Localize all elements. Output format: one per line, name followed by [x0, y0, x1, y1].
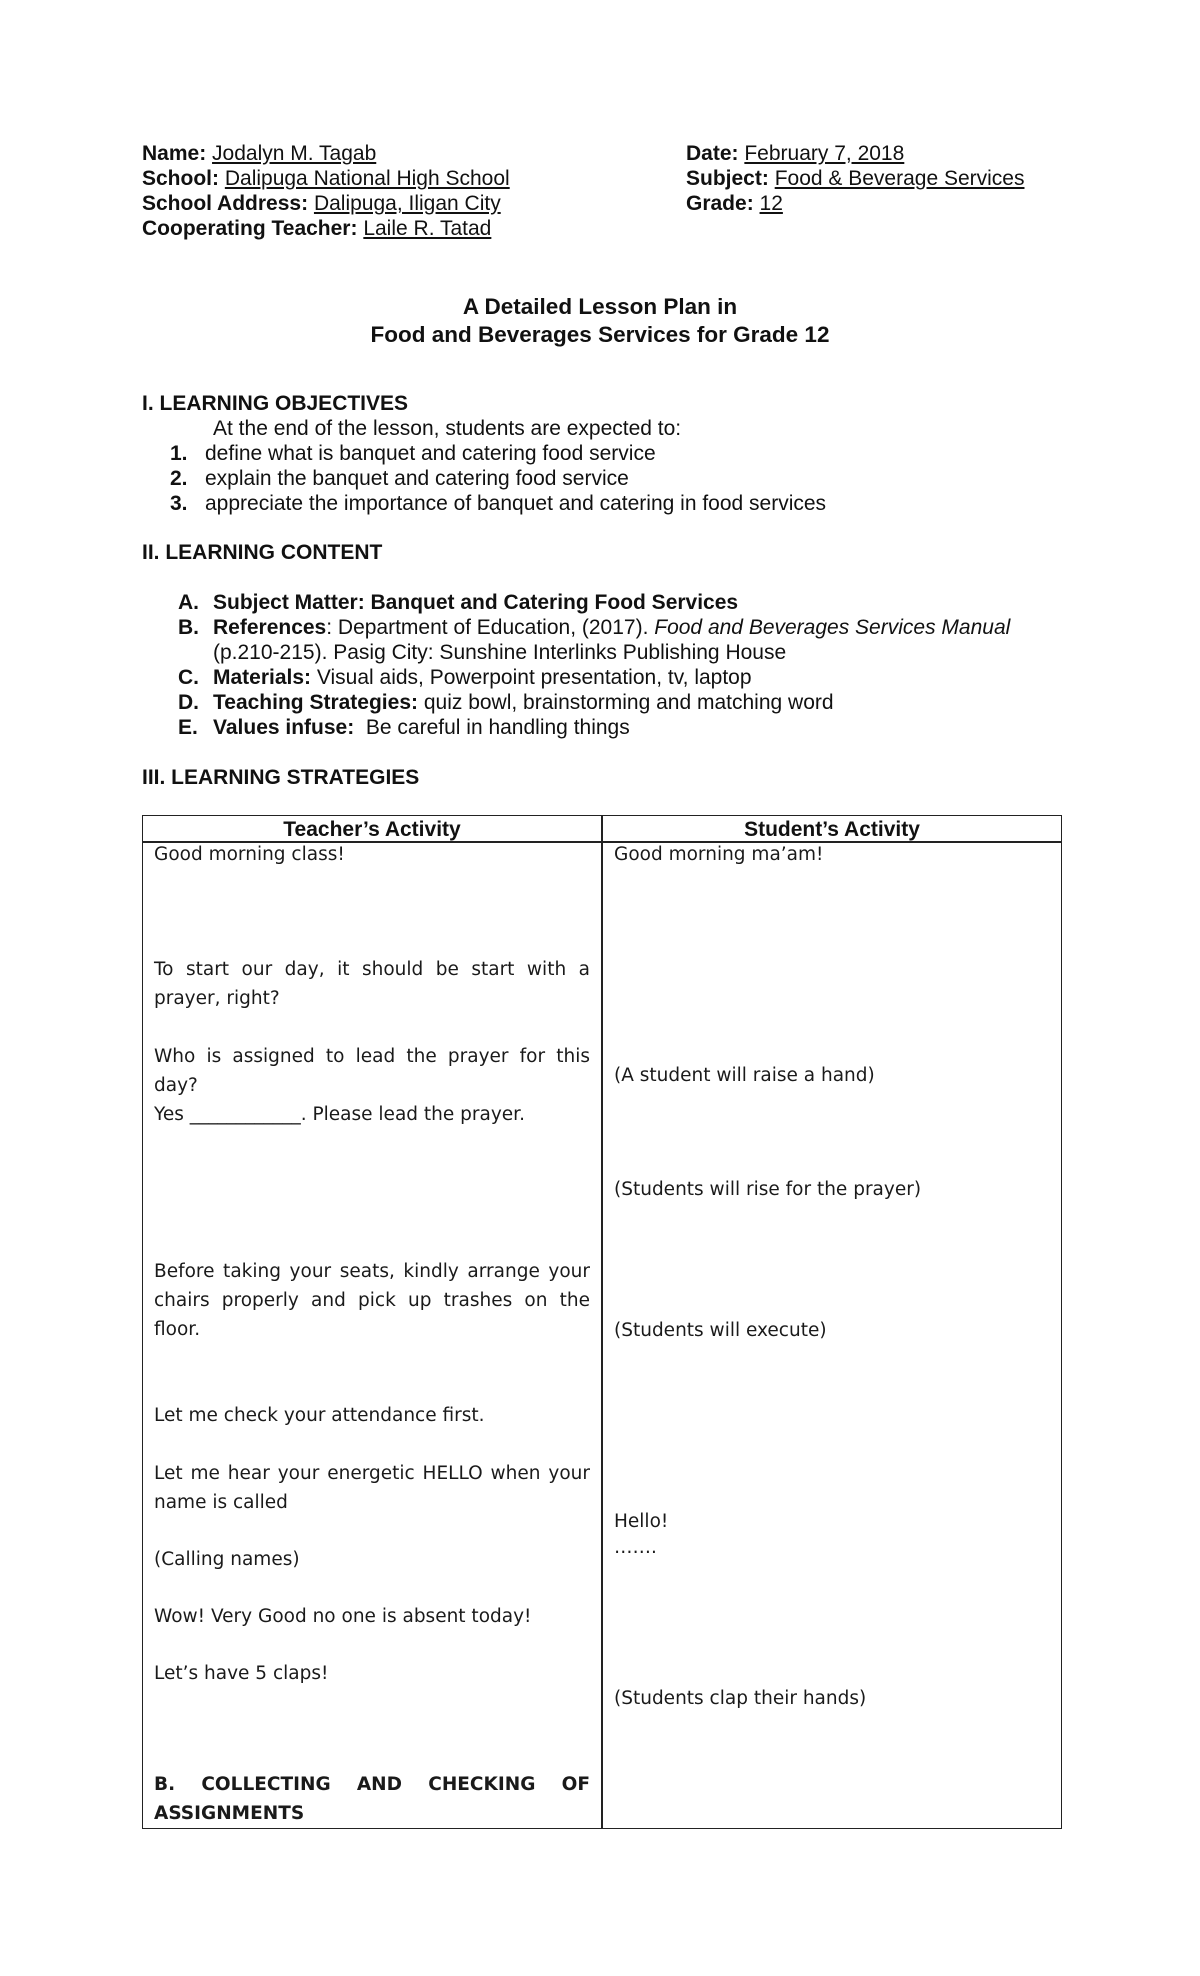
grade-value: 12 [759, 192, 783, 215]
address-value: Dalipuga, Iligan City [313, 192, 501, 215]
content-letter: E. [178, 716, 198, 739]
content-heading: II. LEARNING CONTENT [142, 541, 383, 564]
content-letter: B. [178, 616, 199, 639]
strategies-label: Teaching Strategies: [213, 691, 418, 714]
name-label: Name: [142, 142, 207, 165]
date-row [686, 141, 1126, 166]
values-text: Be careful in handling things [354, 716, 630, 739]
teacher-calling-names: (Calling names) [154, 1549, 300, 1570]
content-item-a [178, 591, 738, 615]
objective-number: 1. [170, 442, 188, 465]
objective-text: explain the banquet and catering food service [205, 467, 629, 490]
student-execute: (Students will execute) [614, 1320, 827, 1341]
date-value: February 7, 2018 [744, 142, 905, 165]
content-item-d [178, 691, 834, 715]
materials-text: Visual aids, Powerpoint presentation, tv, laptop [311, 666, 752, 689]
objective-number: 2. [170, 467, 188, 490]
table-column-divider [601, 816, 603, 1828]
content-letter: A. [178, 591, 199, 614]
school-value: Dalipuga National High School [224, 167, 510, 190]
objective-text: appreciate the importance of banquet and catering in food services [205, 492, 827, 515]
objective-item [170, 442, 656, 466]
grade-label: Grade: [686, 192, 754, 215]
student-raise-hand: (A student will raise a hand) [614, 1065, 875, 1086]
objective-item [170, 467, 629, 491]
content-item-c [178, 666, 752, 690]
address-label: School Address: [142, 192, 309, 215]
values-label: Values infuse: [213, 716, 355, 739]
teacher-attendance: Let me check your attendance first. [154, 1405, 485, 1426]
objectives-heading: I. LEARNING OBJECTIVES [142, 392, 409, 415]
references-text: : Department of Education, (2017). [326, 616, 655, 639]
student-ellipsis: ……. [614, 1537, 657, 1558]
student-clap: (Students clap their hands) [614, 1688, 867, 1709]
strategies-text: quiz bowl, brainstorming and matching word [418, 691, 834, 714]
teacher-prayer-intro: To start our day, it should be start with a prayer, right? [154, 959, 590, 1009]
subject-value: Food & Beverage Services [774, 167, 1025, 190]
school-row [142, 166, 662, 191]
objectives-intro: At the end of the lesson, students are expected to: [213, 417, 682, 440]
content-item-e [178, 716, 630, 740]
content-letter: C. [178, 666, 199, 689]
document-title-line1: A Detailed Lesson Plan in [462, 294, 738, 319]
subject-row [686, 166, 1126, 191]
teacher-prayer-lead: Yes ____________. Please lead the prayer. [154, 1104, 525, 1125]
strategies-heading: III. LEARNING STRATEGIES [142, 766, 420, 789]
header-right [686, 141, 1126, 216]
references-label: References [213, 616, 327, 639]
subject-label: Subject: [686, 167, 769, 190]
teacher-claps: Let’s have 5 claps! [154, 1663, 329, 1684]
content-letter: D. [178, 691, 199, 714]
student-greeting: Good morning ma’am! [614, 844, 824, 865]
school-label: School: [142, 167, 219, 190]
grade-row [686, 191, 1126, 216]
student-activity-header: Student’s Activity [744, 818, 920, 841]
subject-matter-label: Subject Matter: Banquet and Catering Food Services [213, 591, 739, 614]
teacher-hello: Let me hear your energetic HELLO when your name is called [154, 1463, 590, 1513]
header-left [142, 141, 662, 241]
coop-teacher-value: Laile R. Tatad [363, 217, 492, 240]
references-title: Food and Beverages Services Manual [654, 616, 1011, 639]
address-row [142, 191, 662, 216]
name-row [142, 141, 662, 166]
content-item-b [178, 616, 1010, 640]
student-hello: Hello! [614, 1511, 669, 1532]
coop-teacher-label: Cooperating Teacher: [142, 217, 358, 240]
objective-item [170, 492, 826, 516]
section-b-heading: B. COLLECTING AND CHECKING OF ASSIGNMENTS [154, 1774, 590, 1824]
name-value: Jodalyn M. Tagab [212, 142, 377, 165]
teacher-greeting: Good morning class! [154, 844, 345, 865]
coop-teacher-row [142, 216, 662, 241]
references-continued: (p.210-215). Pasig City: Sunshine Interlinks Publishing House [213, 641, 787, 664]
student-prayer: (Students will rise for the prayer) [614, 1179, 922, 1200]
teacher-no-absent: Wow! Very Good no one is absent today! [154, 1606, 532, 1627]
activity-table [142, 815, 1062, 1829]
teacher-activity-header: Teacher’s Activity [283, 818, 461, 841]
teacher-arrange-chairs: Before taking your seats, kindly arrange your chairs properly and pick up trashes on the floor. [154, 1261, 590, 1340]
teacher-prayer-question: Who is assigned to lead the prayer for this day? [154, 1046, 590, 1096]
document-title-line2: Food and Beverages Services for Grade 12 [370, 322, 830, 347]
objective-text: define what is banquet and catering food service [205, 442, 656, 465]
materials-label: Materials: [213, 666, 312, 689]
objective-number: 3. [170, 492, 188, 515]
date-label: Date: [686, 142, 739, 165]
